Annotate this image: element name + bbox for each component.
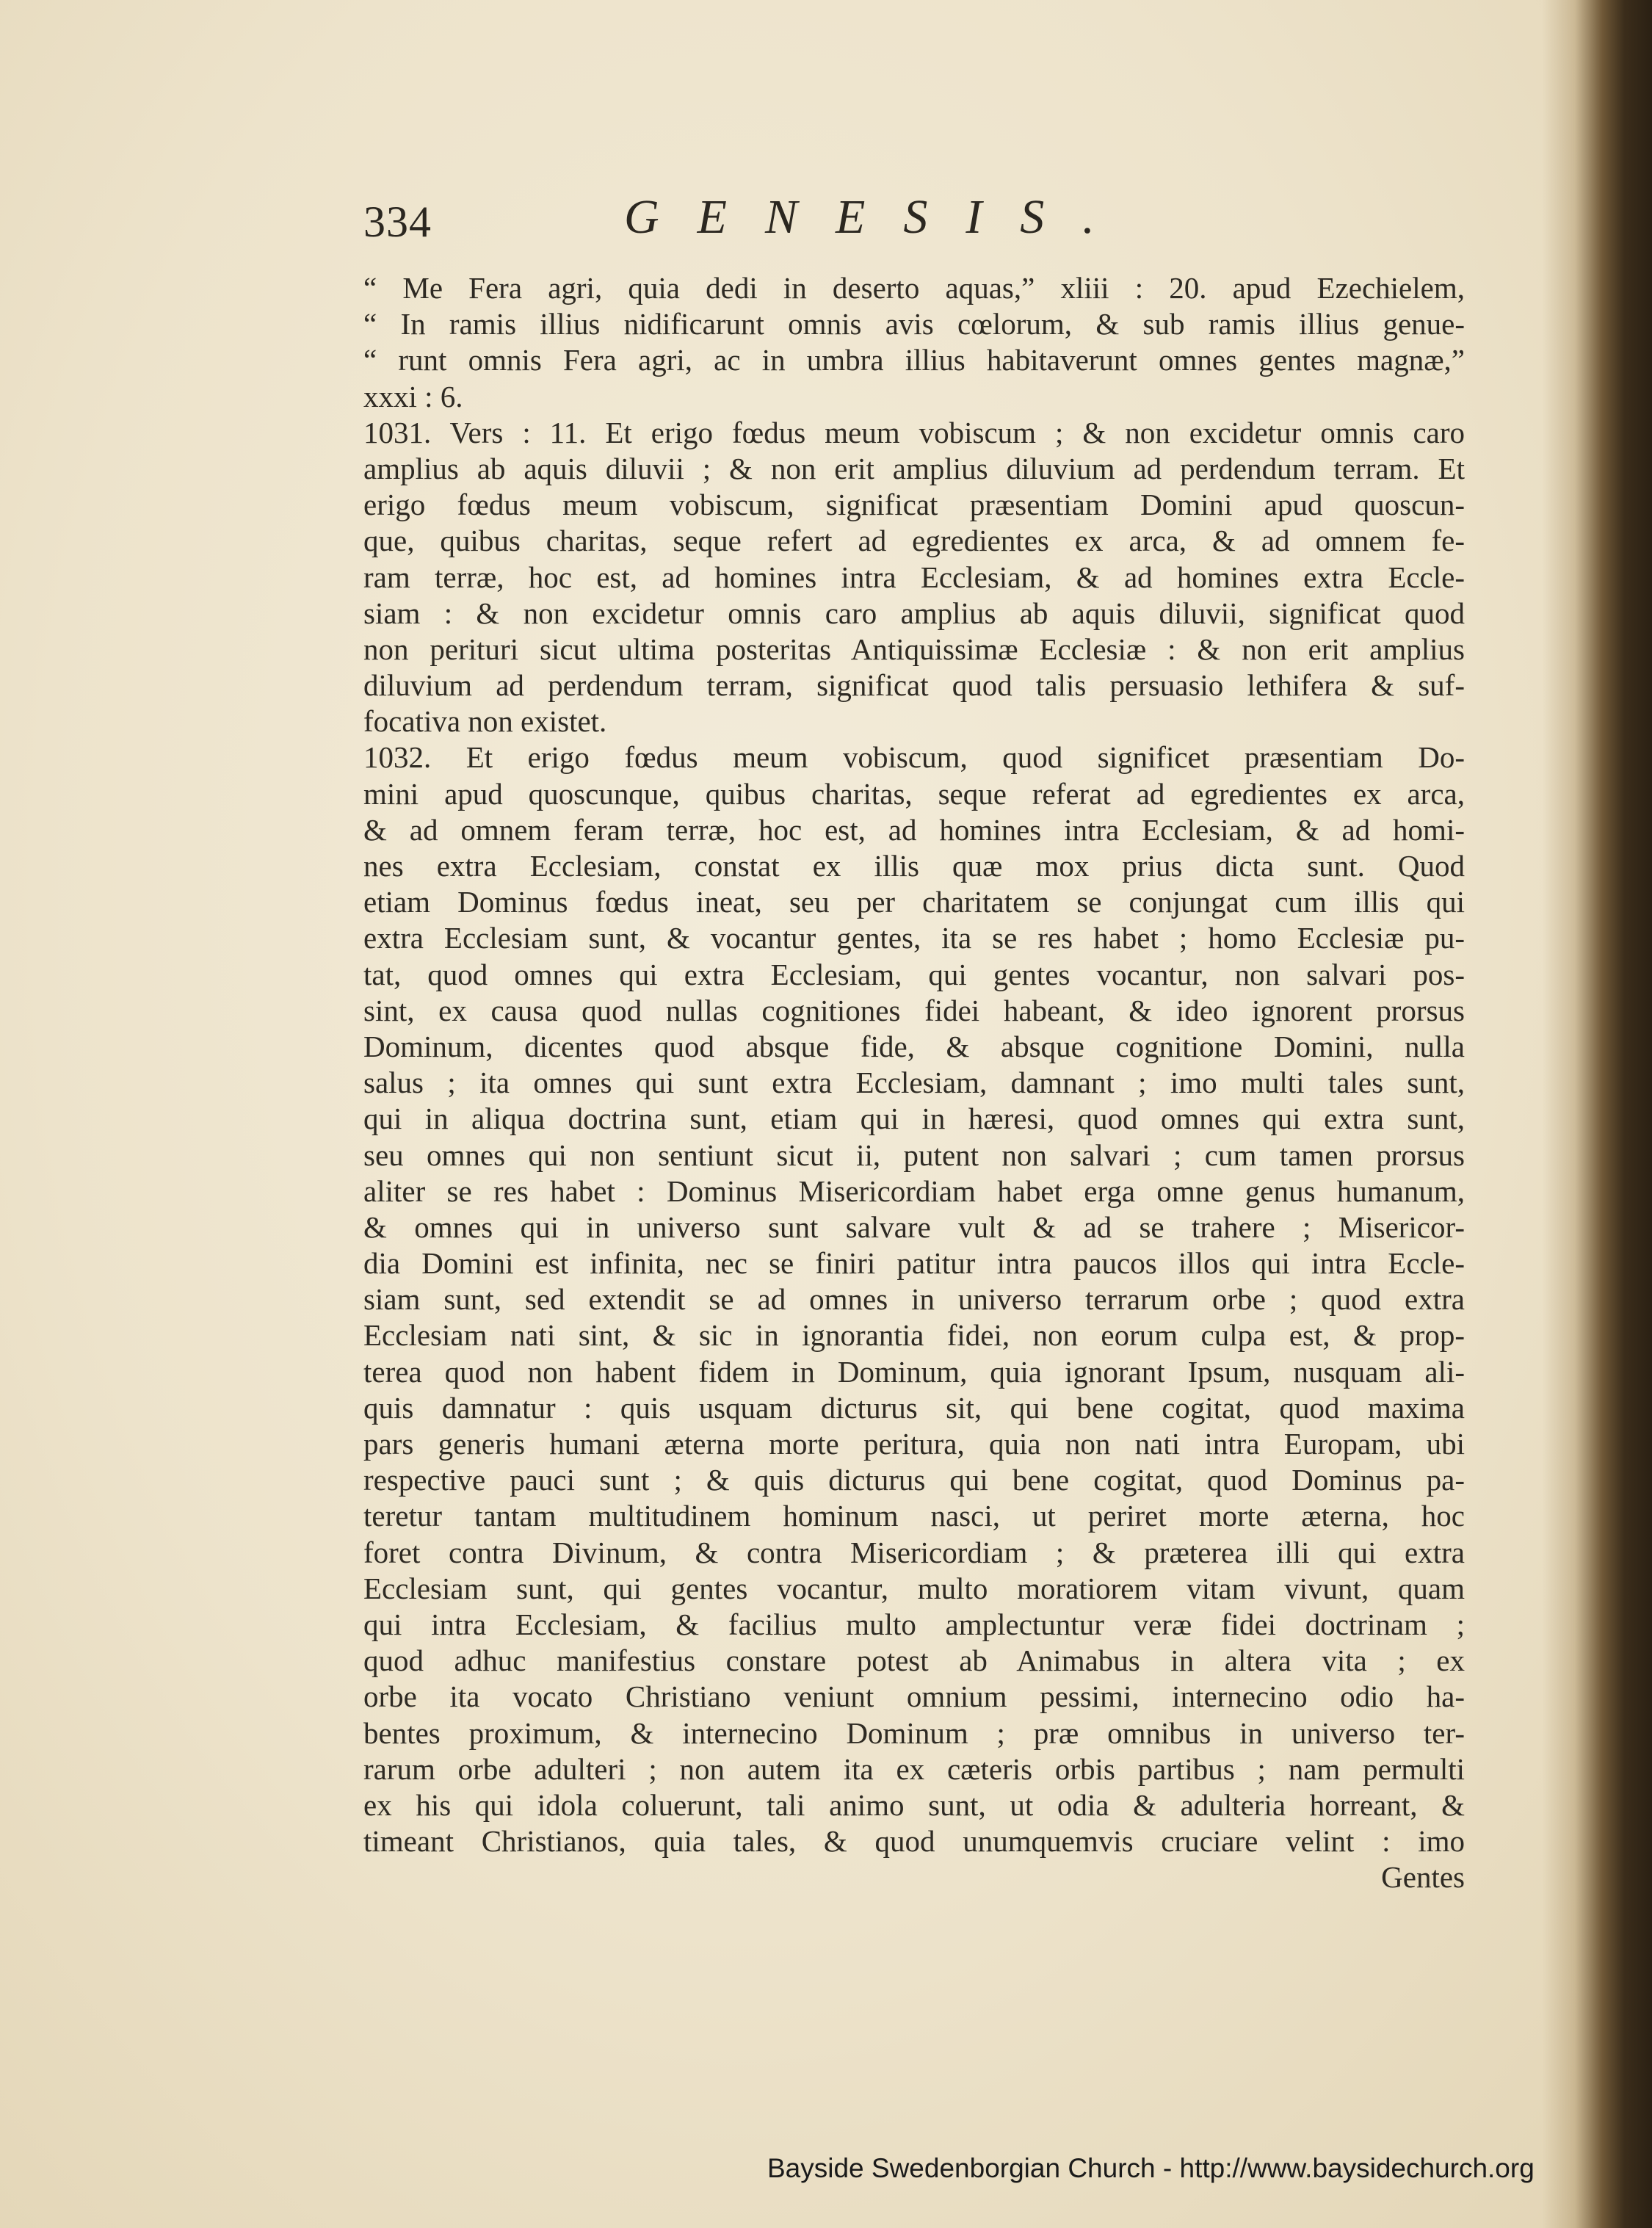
paragraph-1032-start: 1032. Et erigo fœdus meum vobiscum, quod significet præsentiam Do- <box>363 740 1465 775</box>
text-line: ram terræ, hoc est, ad homines intra Ecclesiam, & ad homines extra Eccle- <box>363 560 1465 594</box>
text-line: “ runt omnis Fera agri, ac in umbra illius habitaverunt omnes gentes magnæ,” <box>363 343 1465 377</box>
text-line: Ecclesiam nati sint, & sic in ignorantia fidei, non eorum culpa est, & prop- <box>363 1318 1465 1353</box>
watermark: Bayside Swedenborgian Church - http://www.baysidechurch.org <box>767 2153 1535 2183</box>
text-line: ex his qui idola coluerunt, tali animo sunt, ut odia & adulteria horreant, & <box>363 1787 1465 1822</box>
text-line: diluvium ad perdendum terram, significat quod talis persuasio lethifera & suf- <box>363 668 1465 703</box>
text-line: Dominum, dicentes quod absque fide, & absque cognitione Domini, nulla <box>363 1029 1465 1063</box>
text-line: seu omnes qui non sentiunt sicut ii, putent non salvari ; cum tamen prorsus <box>363 1137 1465 1172</box>
text-line: sint, ex causa quod nullas cognitiones fidei habeant, & ideo ignorent prorsus <box>363 993 1465 1027</box>
text-line: & ad omnem feram terræ, hoc est, ad homines intra Ecclesiam, & ad homi- <box>363 812 1465 847</box>
text-line: orbe ita vocato Christiano veniunt omnium pessimi, internecino odio ha- <box>363 1679 1465 1714</box>
text-line: erigo fœdus meum vobiscum, significat præsentiam Domini apud quoscun- <box>363 488 1465 522</box>
paragraph-1031-start: 1031. Vers : 11. Et erigo fœdus meum vobiscum ; & non excidetur omnis caro <box>363 415 1465 449</box>
text-line: siam sunt, sed extendit se ad omnes in universo terrarum orbe ; quod extra <box>363 1282 1465 1317</box>
page-header <box>363 184 1465 250</box>
text-line: qui intra Ecclesiam, & facilius multo amplectuntur veræ fidei doctrinam ; <box>363 1607 1465 1641</box>
text-line: etiam Dominus fœdus ineat, seu per charitatem se conjungat cum illis qui <box>363 885 1465 919</box>
text-line: quis damnatur : quis usquam dicturus sit, qui bene cogitat, quod maxima <box>363 1390 1465 1425</box>
text-line: tat, quod omnes qui extra Ecclesiam, qui gentes vocantur, non salvari pos- <box>363 957 1465 991</box>
text-line: siam : & non excidetur omnis caro amplius ab aquis diluvii, significat quod <box>363 596 1465 630</box>
text-line: foret contra Divinum, & contra Misericordiam ; & præterea illi qui extra <box>363 1535 1465 1569</box>
text-line: pars generis humani æterna morte peritura, quia non nati intra Europam, ubi <box>363 1427 1465 1461</box>
text-line: mini apud quoscunque, quibus charitas, seque referat ad egredientes ex arca, <box>363 776 1465 811</box>
text-line: “ Me Fera agri, quia dedi in deserto aquas,” xliii : 20. apud Ezechielem, <box>363 271 1465 305</box>
text-line: teretur tantam multitudinem hominum nasci, ut periret morte æterna, hoc <box>363 1499 1465 1533</box>
text-line: “ In ramis illius nidificarunt omnis avis cœlorum, & sub ramis illius genue- <box>363 307 1465 341</box>
text-line: salus ; ita omnes qui sunt extra Ecclesiam, damnant ; imo multi tales sunt, <box>363 1066 1465 1100</box>
text-line: extra Ecclesiam sunt, & vocantur gentes, ita se res habet ; homo Ecclesiæ pu- <box>363 921 1465 955</box>
text-line: Ecclesiam sunt, qui gentes vocantur, multo moratiorem vitam vivunt, quam <box>363 1571 1465 1605</box>
page-number: 334 <box>363 198 432 246</box>
text-line: dia Domini est infinita, nec se finiri patitur intra paucos illos qui intra Eccle- <box>363 1246 1465 1281</box>
text-line: focativa non existet. <box>363 704 607 739</box>
text-line: qui in aliqua doctrina sunt, etiam qui in hæresi, quod omnes qui extra sunt, <box>363 1102 1465 1136</box>
text-line: bentes proximum, & internecino Dominum ; præ omnibus in universo ter- <box>363 1715 1465 1750</box>
catchword: Gentes <box>1381 1860 1465 1895</box>
text-line: terea quod non habent fidem in Dominum, quia ignorant Ipsum, nusquam ali- <box>363 1354 1465 1389</box>
text-line: aliter se res habet : Dominus Misericordiam habet erga omne genus humanum, <box>363 1173 1465 1208</box>
body-text <box>363 270 1465 1895</box>
running-title: GENESIS. <box>624 190 1133 244</box>
text-line: & omnes qui in universo sunt salvare vult & ad se trahere ; Misericor- <box>363 1209 1465 1244</box>
text-line: que, quibus charitas, seque refert ad egredientes ex arca, & ad omnem fe- <box>363 524 1465 558</box>
text-line: quod adhuc manifestius constare potest ab Animabus in altera vita ; ex <box>363 1643 1465 1678</box>
text-line: non perituri sicut ultima posteritas Antiquissimæ Ecclesiæ : & non erit amplius <box>363 632 1465 666</box>
text-line: respective pauci sunt ; & quis dicturus qui bene cogitat, quod Dominus pa- <box>363 1463 1465 1497</box>
text-line: xxxi : 6. <box>363 379 463 413</box>
text-line: amplius ab aquis diluvii ; & non erit amplius diluvium ad perdendum terram. Et <box>363 451 1465 485</box>
text-line: timeant Christianos, quia tales, & quod unumquemvis cruciare velint : imo <box>363 1824 1465 1859</box>
text-line: nes extra Ecclesiam, constat ex illis quæ mox prius dicta sunt. Quod <box>363 849 1465 883</box>
page-gutter-shadow <box>1542 0 1652 2228</box>
text-line: rarum orbe adulteri ; non autem ita ex cæteris orbis partibus ; nam permulti <box>363 1751 1465 1786</box>
